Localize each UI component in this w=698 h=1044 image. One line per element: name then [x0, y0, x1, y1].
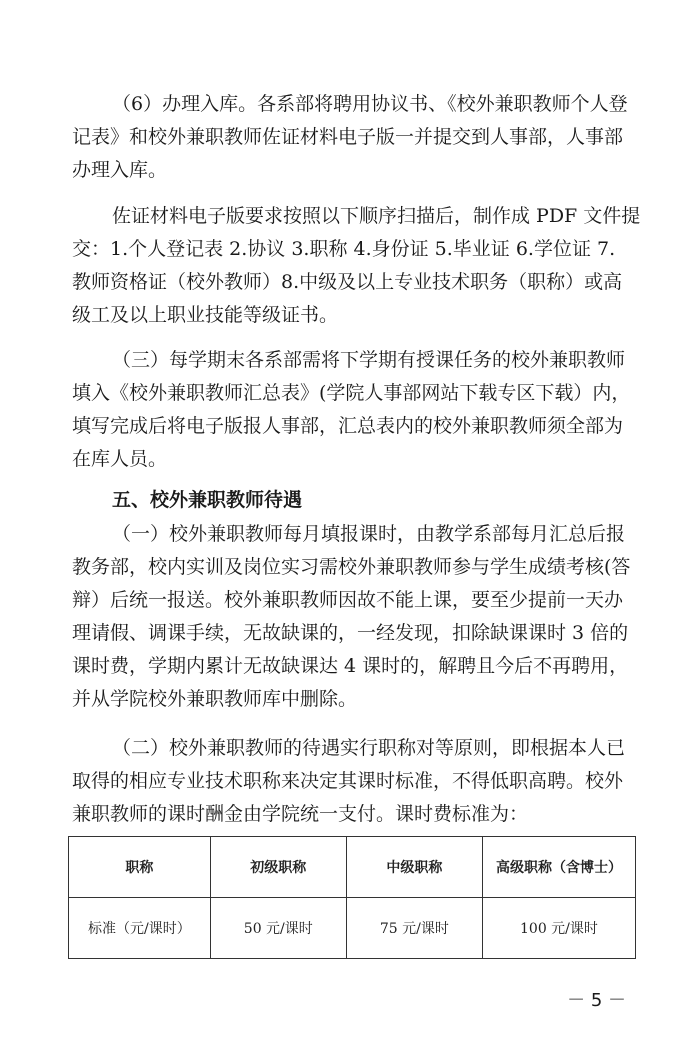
- text-line: 兼职教师的课时酬金由学院统一支付。课时费标准为：: [72, 803, 529, 825]
- text-line: 理请假、调课手续，无故缺课的，一经发现，扣除缺课课时 3 倍的: [72, 622, 629, 644]
- paragraph-hours-reporting: [72, 518, 631, 716]
- paragraph-enrollment: [72, 88, 628, 187]
- fee-standard-table: [68, 836, 636, 959]
- table-cell: 标准（元/课时）: [69, 898, 211, 959]
- paragraph-scan-requirements: [72, 200, 641, 332]
- text-line: 并从学院校外兼职教师库中删除。: [72, 688, 358, 710]
- table-header-cell: 职称: [69, 837, 211, 898]
- text-line: 教务部，校内实训及岗位实习需校外兼职教师参与学生成绩考核(答: [72, 556, 631, 578]
- text-line: 交：1.个人登记表 2.协议 3.职称 4.身份证 5.毕业证 6.学位证 7.: [72, 238, 616, 260]
- page-number: － 5 －: [567, 990, 626, 1011]
- table-cell: 100 元/课时: [482, 898, 635, 959]
- text-line: 辩）后统一报送。校外兼职教师因故不能上课，要至少提前一天办: [72, 589, 624, 611]
- text-line: 填入《校外兼职教师汇总表》(学院人事部网站下载专区下载）内，: [72, 382, 631, 404]
- text-line: 教师资格证（校外教师）8.中级及以上专业技术职务（职称）或高: [72, 271, 623, 293]
- text-line: （三）每学期末各系部需将下学期有授课任务的校外兼职教师: [112, 349, 626, 371]
- section-title: 五、校外兼职教师待遇: [112, 489, 303, 511]
- paragraph-pay-principle: [72, 732, 628, 831]
- text-line: 在库人员。: [72, 448, 168, 470]
- table-cell: 50 元/课时: [210, 898, 346, 959]
- table-header-cell: 高级职称（含博士）: [482, 837, 635, 898]
- table-header-cell: 初级职称: [210, 837, 346, 898]
- text-line: （二）校外兼职教师的待遇实行职称对等原则，即根据本人已: [112, 737, 626, 759]
- text-line: 佐证材料电子版要求按照以下顺序扫描后，制作成 PDF 文件提: [112, 205, 641, 227]
- text-line: 取得的相应专业技术职称来决定其课时标准，不得低职高聘。校外: [72, 770, 624, 792]
- text-line: （6）办理入库。各系部将聘用协议书、《校外兼职教师个人登: [112, 93, 628, 115]
- table-row: [69, 898, 636, 959]
- text-line: 级工及以上职业技能等级证书。: [72, 304, 339, 326]
- text-line: 课时费，学期内累计无故缺课达 4 课时的，解聘且今后不再聘用，: [72, 655, 629, 677]
- text-line: （一）校外兼职教师每月填报课时，由教学系部每月汇总后报: [112, 523, 626, 545]
- text-line: 填写完成后将电子版报人事部，汇总表内的校外兼职教师须全部为: [72, 415, 624, 437]
- section-heading-5: [72, 484, 628, 517]
- table-header-cell: 中级职称: [346, 837, 482, 898]
- text-line: 办理入库。: [72, 159, 168, 181]
- table-cell: 75 元/课时: [346, 898, 482, 959]
- text-line: 记表》和校外兼职教师佐证材料电子版一并提交到人事部，人事部: [72, 126, 624, 148]
- paragraph-semester-summary: [72, 344, 631, 476]
- table-header-row: [69, 837, 636, 898]
